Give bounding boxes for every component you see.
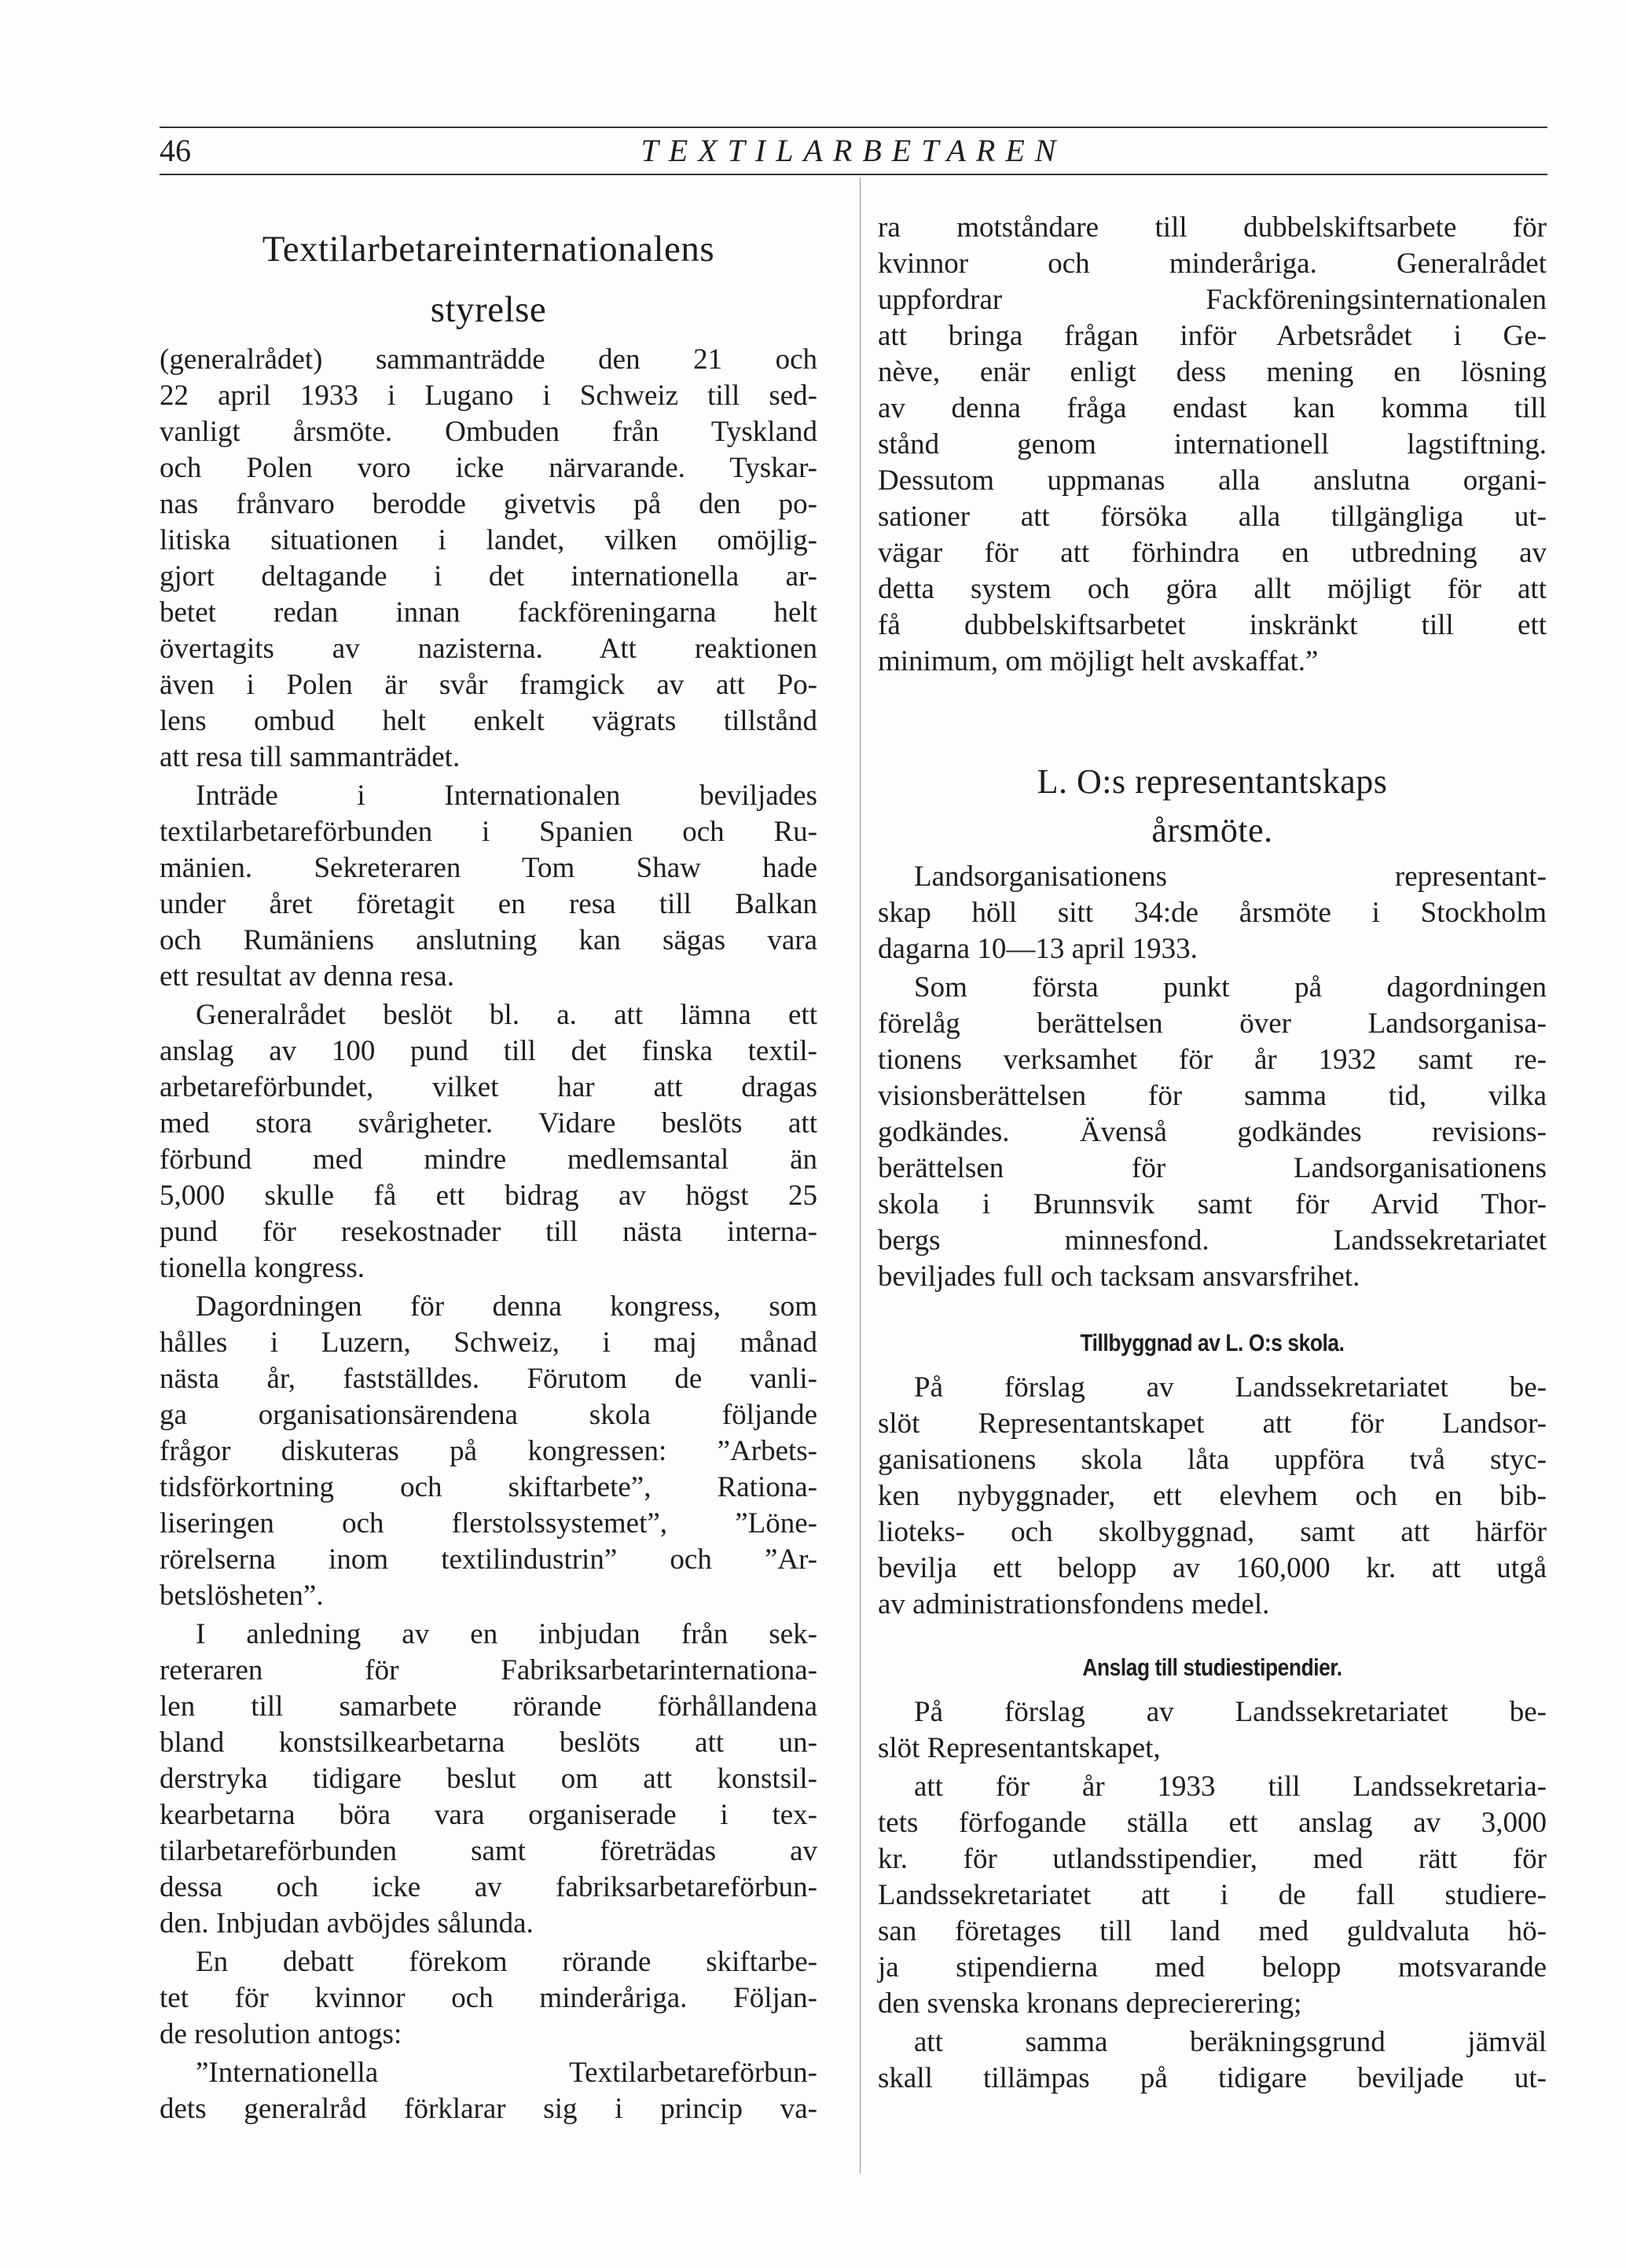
paragraph [878, 859, 1547, 967]
text-line: betslösheten”. [160, 1580, 324, 1612]
text-line: och Polen voro icke närvarande. Tyskar- [160, 452, 817, 484]
text-line: Som första punkt på dagordningen [914, 971, 1547, 1004]
text-line: liseringen och flerstolssystemet”, ”Löne- [160, 1507, 817, 1540]
text-line: tet för kvinnor och minderåriga. Följan- [160, 1982, 817, 2014]
text-line: förelåg berättelsen över Landsorganisa- [878, 1007, 1547, 1040]
text-line: lens ombud helt enkelt vägrats tillstånd [160, 705, 817, 737]
text-line: san företages till land med guldvaluta hö- [878, 1915, 1547, 1947]
subheading [878, 1323, 1547, 1363]
text-line: dets generalråd förklarar sig i princip va- [160, 2093, 817, 2125]
text-line: att samma beräkningsgrund jämväl [914, 2026, 1547, 2058]
text-line: den. Inbjudan avböjdes sålunda. [160, 1907, 534, 1940]
text-line: Generalrådet beslöt bl. a. att lämna ett [196, 999, 817, 1031]
text-line: Landsorganisationens representant- [914, 861, 1547, 893]
text-line: ja stipendierna med belopp motsvarande [878, 1951, 1547, 1984]
text-line: skap höll sitt 34:de årsmöte i Stockholm [878, 897, 1547, 929]
text-line: reteraren för Fabriksarbetarinternationa- [160, 1654, 817, 1686]
paragraph [160, 1289, 817, 1614]
text-line: anslag av 100 pund till det finska textil- [160, 1035, 817, 1067]
text-line: betet redan innan fackföreningarna helt [160, 596, 817, 629]
text-line: vägar för att förhindra en utbredning av [878, 537, 1547, 569]
text-line: nästa år, fastställdes. Förutom de vanli- [160, 1363, 817, 1395]
text-line: och Rumäniens anslutning kan sägas vara [160, 924, 817, 956]
left-column [160, 0, 817, 2127]
paragraph [878, 2024, 1547, 2097]
heading-line: Textilarbetareinternationalens [262, 229, 715, 270]
text-line: lioteks- och skolbyggnad, samt att härför [878, 1516, 1547, 1548]
text-line: skall tillämpas på tidigare beviljade ut- [878, 2062, 1547, 2094]
text-line: ra motståndare till dubbelskiftsarbete för [878, 211, 1547, 244]
article-title [160, 219, 817, 340]
text-line: (generalrådet) sammanträdde den 21 och [160, 343, 817, 376]
text-line: nas frånvaro berodde givetvis på den po- [160, 488, 817, 520]
heading-line: Anslag till studiestipendier. [1082, 1653, 1342, 1681]
text-line: 22 april 1933 i Lugano i Schweiz till sed- [160, 380, 817, 412]
text-line: att för år 1933 till Landssekretaria- [914, 1771, 1547, 1803]
text-line: med stora svårigheter. Vidare beslöts att [160, 1107, 817, 1140]
text-line: derstryka tidigare beslut om att konstsil- [160, 1763, 817, 1795]
text-line: Dagordningen för denna kongress, som [196, 1290, 817, 1323]
text-line: len till samarbete rörande förhållandena [160, 1690, 817, 1723]
paragraph [878, 1694, 1547, 1767]
text-line: textilarbetareförbunden i Spanien och Ru- [160, 816, 817, 848]
text-line: På förslag av Landssekretariatet be- [914, 1696, 1547, 1728]
heading-line: L. O:s representantskaps [1037, 762, 1388, 801]
text-line: berättelsen för Landsorganisationens [878, 1152, 1547, 1184]
text-line: Dessutom uppmanas alla anslutna organi- [878, 464, 1547, 497]
text-line: frågor diskuteras på kongressen: ”Arbets- [160, 1435, 817, 1467]
heading-line: styrelse [430, 289, 547, 330]
text-line: ken nybyggnader, ett elevhem och en bib- [878, 1480, 1547, 1512]
text-line: sationer att försöka alla tillgängliga ut- [878, 501, 1547, 533]
column-divider [860, 178, 861, 2174]
heading-line: Tillbyggnad av L. O:s skola. [1080, 1329, 1345, 1356]
text-line: skola i Brunnsvik samt för Arvid Thor- [878, 1188, 1547, 1220]
paragraph [160, 997, 817, 1286]
text-line: Landssekretariatet att i de fall studiere- [878, 1879, 1547, 1911]
text-line: ”Internationella Textilarbetareförbun- [196, 2057, 817, 2089]
paragraph [878, 210, 1547, 680]
text-line: ganisationens skola låta uppföra två styc- [878, 1444, 1547, 1476]
paragraph [160, 2055, 817, 2127]
paragraph [878, 1370, 1547, 1623]
text-line: tidsförkortning och skiftarbete”, Rationa- [160, 1471, 817, 1503]
text-line: Inträde i Internationalen beviljades [196, 780, 817, 812]
text-line: gjort deltagande i det internationella ar- [160, 560, 817, 593]
text-line: uppfordrar Fackföreningsinternationalen [878, 284, 1547, 316]
text-line: hålles i Luzern, Schweiz, i maj månad [160, 1327, 817, 1359]
paragraph [160, 778, 817, 995]
text-line: bland konstsilkearbetarna beslöts att un- [160, 1727, 817, 1759]
paragraph [160, 342, 817, 776]
paragraph [878, 970, 1547, 1295]
text-line: detta system och göra allt möjligt för att [878, 573, 1547, 605]
paragraph [160, 1617, 817, 1942]
text-line: stånd genom internationell lagstiftning. [878, 428, 1547, 461]
text-line: tets förfogande ställa ett anslag av 3,000 [878, 1807, 1547, 1839]
paragraph [878, 1769, 1547, 2022]
text-line: ett resultat av denna resa. [160, 960, 454, 993]
text-line: mänien. Sekreteraren Tom Shaw hade [160, 852, 817, 884]
text-line: litiska situationen i landet, vilken omöjlig- [160, 524, 817, 556]
text-line: I anledning av en inbjudan från sek- [196, 1618, 817, 1650]
text-line: beviljades full och tacksam ansvarsfrihet. [878, 1261, 1360, 1293]
text-line: slöt Representantskapet, [878, 1732, 1161, 1764]
right-column [878, 0, 1547, 2097]
text-line: den svenska kronans deprecierering; [878, 1987, 1302, 2020]
text-line: minimum, om möjligt helt avskaffat.” [878, 645, 1319, 677]
text-line: ga organisationsärendena skola följande [160, 1399, 817, 1431]
text-line: dagarna 10—13 april 1933. [878, 933, 1198, 965]
page-number: 46 [160, 133, 191, 168]
text-line: under året företagit en resa till Balkan [160, 888, 817, 920]
subheading [878, 1648, 1547, 1687]
text-line: nève, enär enligt dess mening en lösning [878, 356, 1547, 388]
section-heading [878, 758, 1547, 855]
text-line: tionens verksamhet för år 1932 samt re- [878, 1044, 1547, 1076]
text-line: På förslag av Landssekretariatet be- [914, 1371, 1547, 1404]
paragraph [160, 1944, 817, 2053]
text-line: vanligt årsmöte. Ombuden från Tyskland [160, 416, 817, 448]
text-line: godkändes. Ävenså godkändes revisions- [878, 1116, 1547, 1148]
text-line: att resa till sammanträdet. [160, 741, 461, 773]
text-line: bergs minnesfond. Landssekretariatet [878, 1224, 1547, 1257]
text-line: arbetareförbundet, vilket har att dragas [160, 1071, 817, 1103]
text-line: kvinnor och minderåriga. Generalrådet [878, 248, 1547, 280]
text-line: tilarbetareförbunden samt företrädas av [160, 1835, 817, 1867]
text-line: slöt Representantskapet att för Landsor- [878, 1407, 1547, 1440]
text-line: visionsberättelsen för samma tid, vilka [878, 1080, 1547, 1112]
text-line: bevilja ett belopp av 160,000 kr. att utgå [878, 1552, 1547, 1584]
running-title: TEXTILARBETAREN [640, 133, 1066, 168]
text-line: tionella kongress. [160, 1252, 365, 1284]
heading-line: årsmöte. [1151, 811, 1273, 850]
text-line: dessa och icke av fabriksarbetareförbun- [160, 1871, 817, 1903]
text-line: även i Polen är svår framgick av att Po- [160, 669, 817, 701]
text-line: pund för resekostnader till nästa interna- [160, 1216, 817, 1248]
text-line: rörelserna inom textilindustrin” och ”Ar- [160, 1543, 817, 1576]
text-line: förbund med mindre medlemsantal än [160, 1143, 817, 1176]
text-line: 5,000 skulle få ett bidrag av högst 25 [160, 1180, 817, 1212]
text-line: av administrationsfondens medel. [878, 1588, 1270, 1620]
text-line: få dubbelskiftsarbetet inskränkt till ett [878, 609, 1547, 641]
text-line: att bringa frågan inför Arbetsrådet i Ge- [878, 320, 1547, 352]
text-line: En debatt förekom rörande skiftarbe- [196, 1946, 817, 1978]
text-line: övertagits av nazisterna. Att reaktionen [160, 633, 817, 665]
text-line: av denna fråga endast kan komma till [878, 392, 1547, 424]
text-line: kr. för utlandsstipendier, med rätt för [878, 1843, 1547, 1875]
text-line: de resolution antogs: [160, 2018, 402, 2050]
text-line: kearbetarna böra vara organiserade i tex- [160, 1799, 817, 1831]
